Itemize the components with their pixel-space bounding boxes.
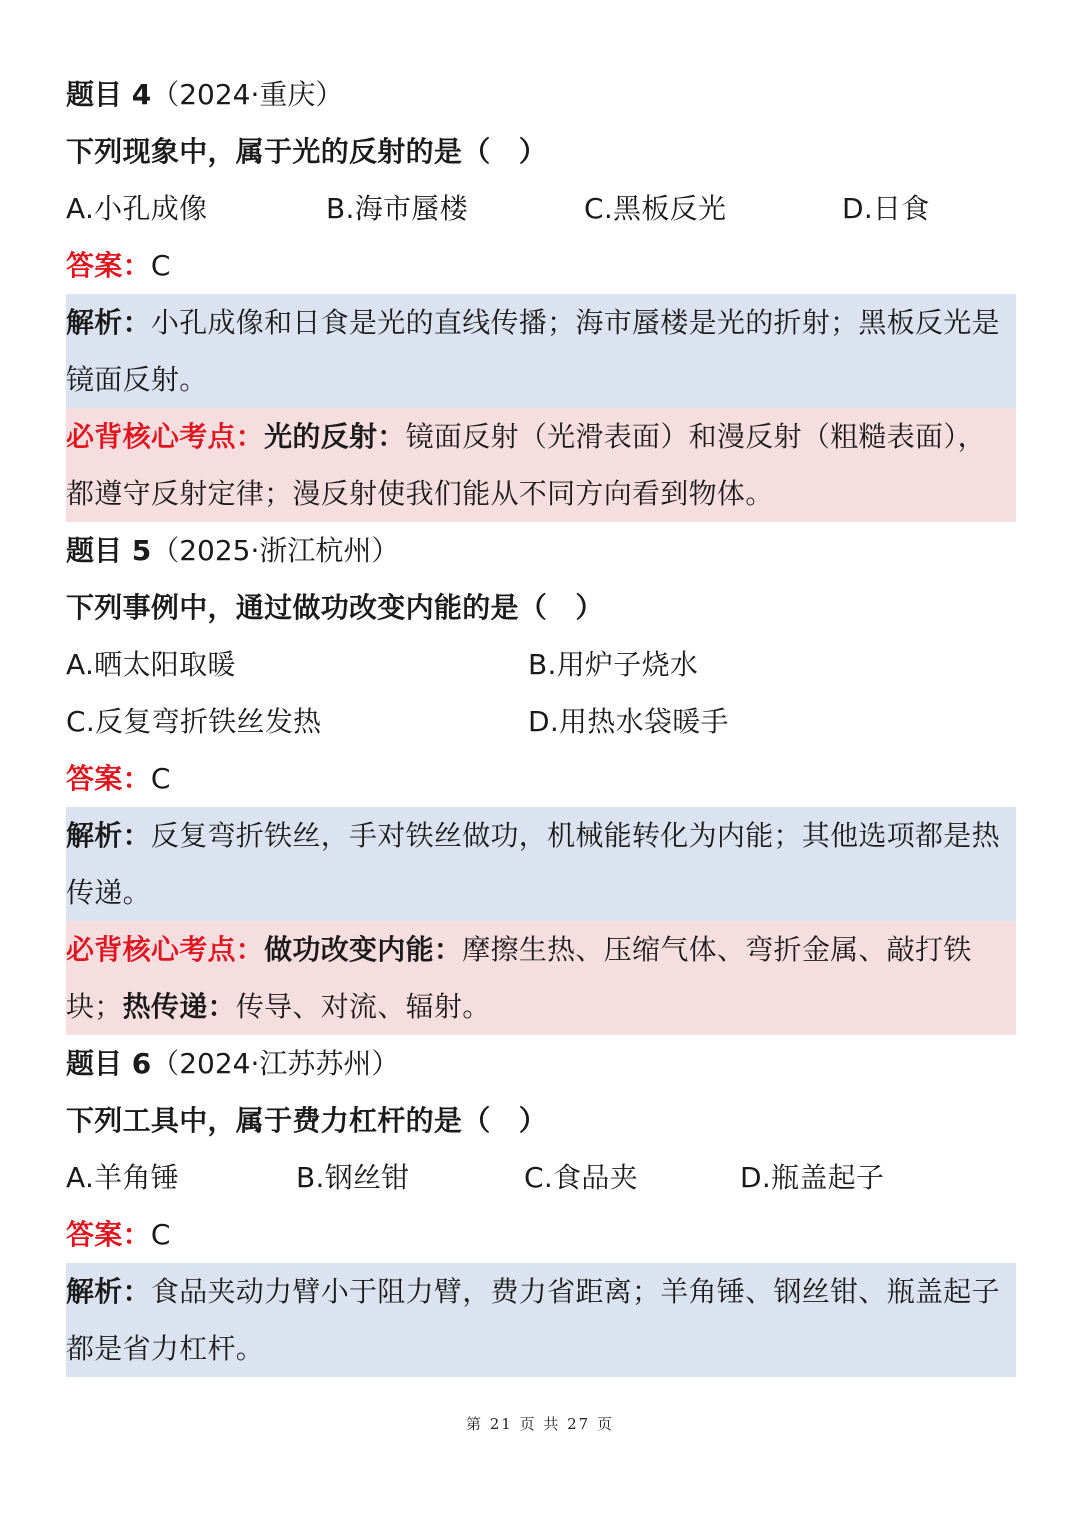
question-4-stem: 下列现象中，属于光的反射的是（ ） bbox=[66, 135, 548, 168]
option-d: D.用热水袋暖手 bbox=[528, 705, 729, 738]
question-4-answer bbox=[66, 237, 1016, 294]
option-c: C.反复弯折铁丝发热 bbox=[66, 705, 322, 738]
question-5-answer bbox=[66, 750, 1016, 807]
question-5-title bbox=[66, 522, 1016, 579]
key-points-label: 必背核心考点： bbox=[66, 933, 265, 966]
analysis-text-cont: 传递。 bbox=[66, 876, 151, 909]
question-4-key-points bbox=[66, 408, 1016, 522]
key-text-2: 传导、对流、辐射。 bbox=[235, 990, 491, 1023]
option-a: A.晒太阳取暖 bbox=[66, 648, 236, 681]
question-5-options-row-2 bbox=[66, 693, 1016, 750]
key-topic: 做功改变内能： bbox=[264, 933, 463, 966]
answer-value: C bbox=[150, 762, 171, 795]
question-source: （2024·重庆） bbox=[151, 78, 344, 111]
option-c: C.黑板反光 bbox=[584, 192, 727, 225]
analysis-text: 食品夹动力臂小于阻力臂，费力省距离；羊角锤、钢丝钳、瓶盖起子 bbox=[150, 1275, 1000, 1308]
document-page bbox=[66, 66, 1016, 1377]
answer-label: 答案： bbox=[66, 1218, 151, 1251]
analysis-text-cont: 都是省力杠杆。 bbox=[66, 1332, 265, 1365]
question-6-answer bbox=[66, 1206, 1016, 1263]
option-d: D.瓶盖起子 bbox=[740, 1161, 885, 1194]
question-6-options bbox=[66, 1149, 1016, 1206]
analysis-label: 解析： bbox=[66, 306, 151, 339]
question-4-title bbox=[66, 66, 1016, 123]
question-6-stem: 下列工具中，属于费力杠杆的是（ ） bbox=[66, 1104, 548, 1137]
key-text-cont: 块； bbox=[66, 990, 123, 1023]
question-5-key-points bbox=[66, 921, 1016, 1035]
question-number: 题目 5 bbox=[66, 534, 152, 567]
option-b: B.用炉子烧水 bbox=[528, 648, 699, 681]
analysis-text: 反复弯折铁丝，手对铁丝做功，机械能转化为内能；其他选项都是热 bbox=[150, 819, 1000, 852]
page-number-footer: 第 21 页 共 27 页 bbox=[465, 1415, 614, 1433]
answer-value: C bbox=[150, 1218, 171, 1251]
analysis-text: 小孔成像和日食是光的直线传播；海市蜃楼是光的折射；黑板反光是 bbox=[150, 306, 1000, 339]
key-text-cont: 都遵守反射定律；漫反射使我们能从不同方向看到物体。 bbox=[66, 477, 774, 510]
question-number: 题目 4 bbox=[66, 78, 152, 111]
answer-value: C bbox=[150, 249, 171, 282]
option-c: C.食品夹 bbox=[524, 1161, 638, 1194]
option-b: B.海市蜃楼 bbox=[326, 192, 468, 225]
key-text: 镜面反射（光滑表面）和漫反射（粗糙表面）， bbox=[405, 420, 986, 453]
analysis-label: 解析： bbox=[66, 819, 151, 852]
question-4-options bbox=[66, 180, 1016, 237]
question-5-stem: 下列事例中，通过做功改变内能的是（ ） bbox=[66, 591, 604, 624]
key-topic: 光的反射： bbox=[264, 420, 406, 453]
option-a: A.羊角锤 bbox=[66, 1161, 180, 1194]
analysis-text-cont: 镜面反射。 bbox=[66, 363, 208, 396]
question-source: （2025·浙江杭州） bbox=[151, 534, 400, 567]
question-5-options-row-1 bbox=[66, 636, 1016, 693]
option-a: A.小孔成像 bbox=[66, 192, 208, 225]
question-number: 题目 6 bbox=[66, 1047, 152, 1080]
key-points-label: 必背核心考点： bbox=[66, 420, 265, 453]
question-4-analysis bbox=[66, 294, 1016, 408]
question-6-analysis bbox=[66, 1263, 1016, 1377]
key-topic-2: 热传递： bbox=[122, 990, 236, 1023]
answer-label: 答案： bbox=[66, 249, 151, 282]
question-5-analysis bbox=[66, 807, 1016, 921]
answer-label: 答案： bbox=[66, 762, 151, 795]
option-d: D.日食 bbox=[842, 192, 930, 225]
analysis-label: 解析： bbox=[66, 1275, 151, 1308]
question-6-title bbox=[66, 1035, 1016, 1092]
question-source: （2024·江苏苏州） bbox=[151, 1047, 400, 1080]
key-text: 摩擦生热、压缩气体、弯折金属、敲打铁 bbox=[462, 933, 972, 966]
option-b: B.钢丝钳 bbox=[296, 1161, 410, 1194]
